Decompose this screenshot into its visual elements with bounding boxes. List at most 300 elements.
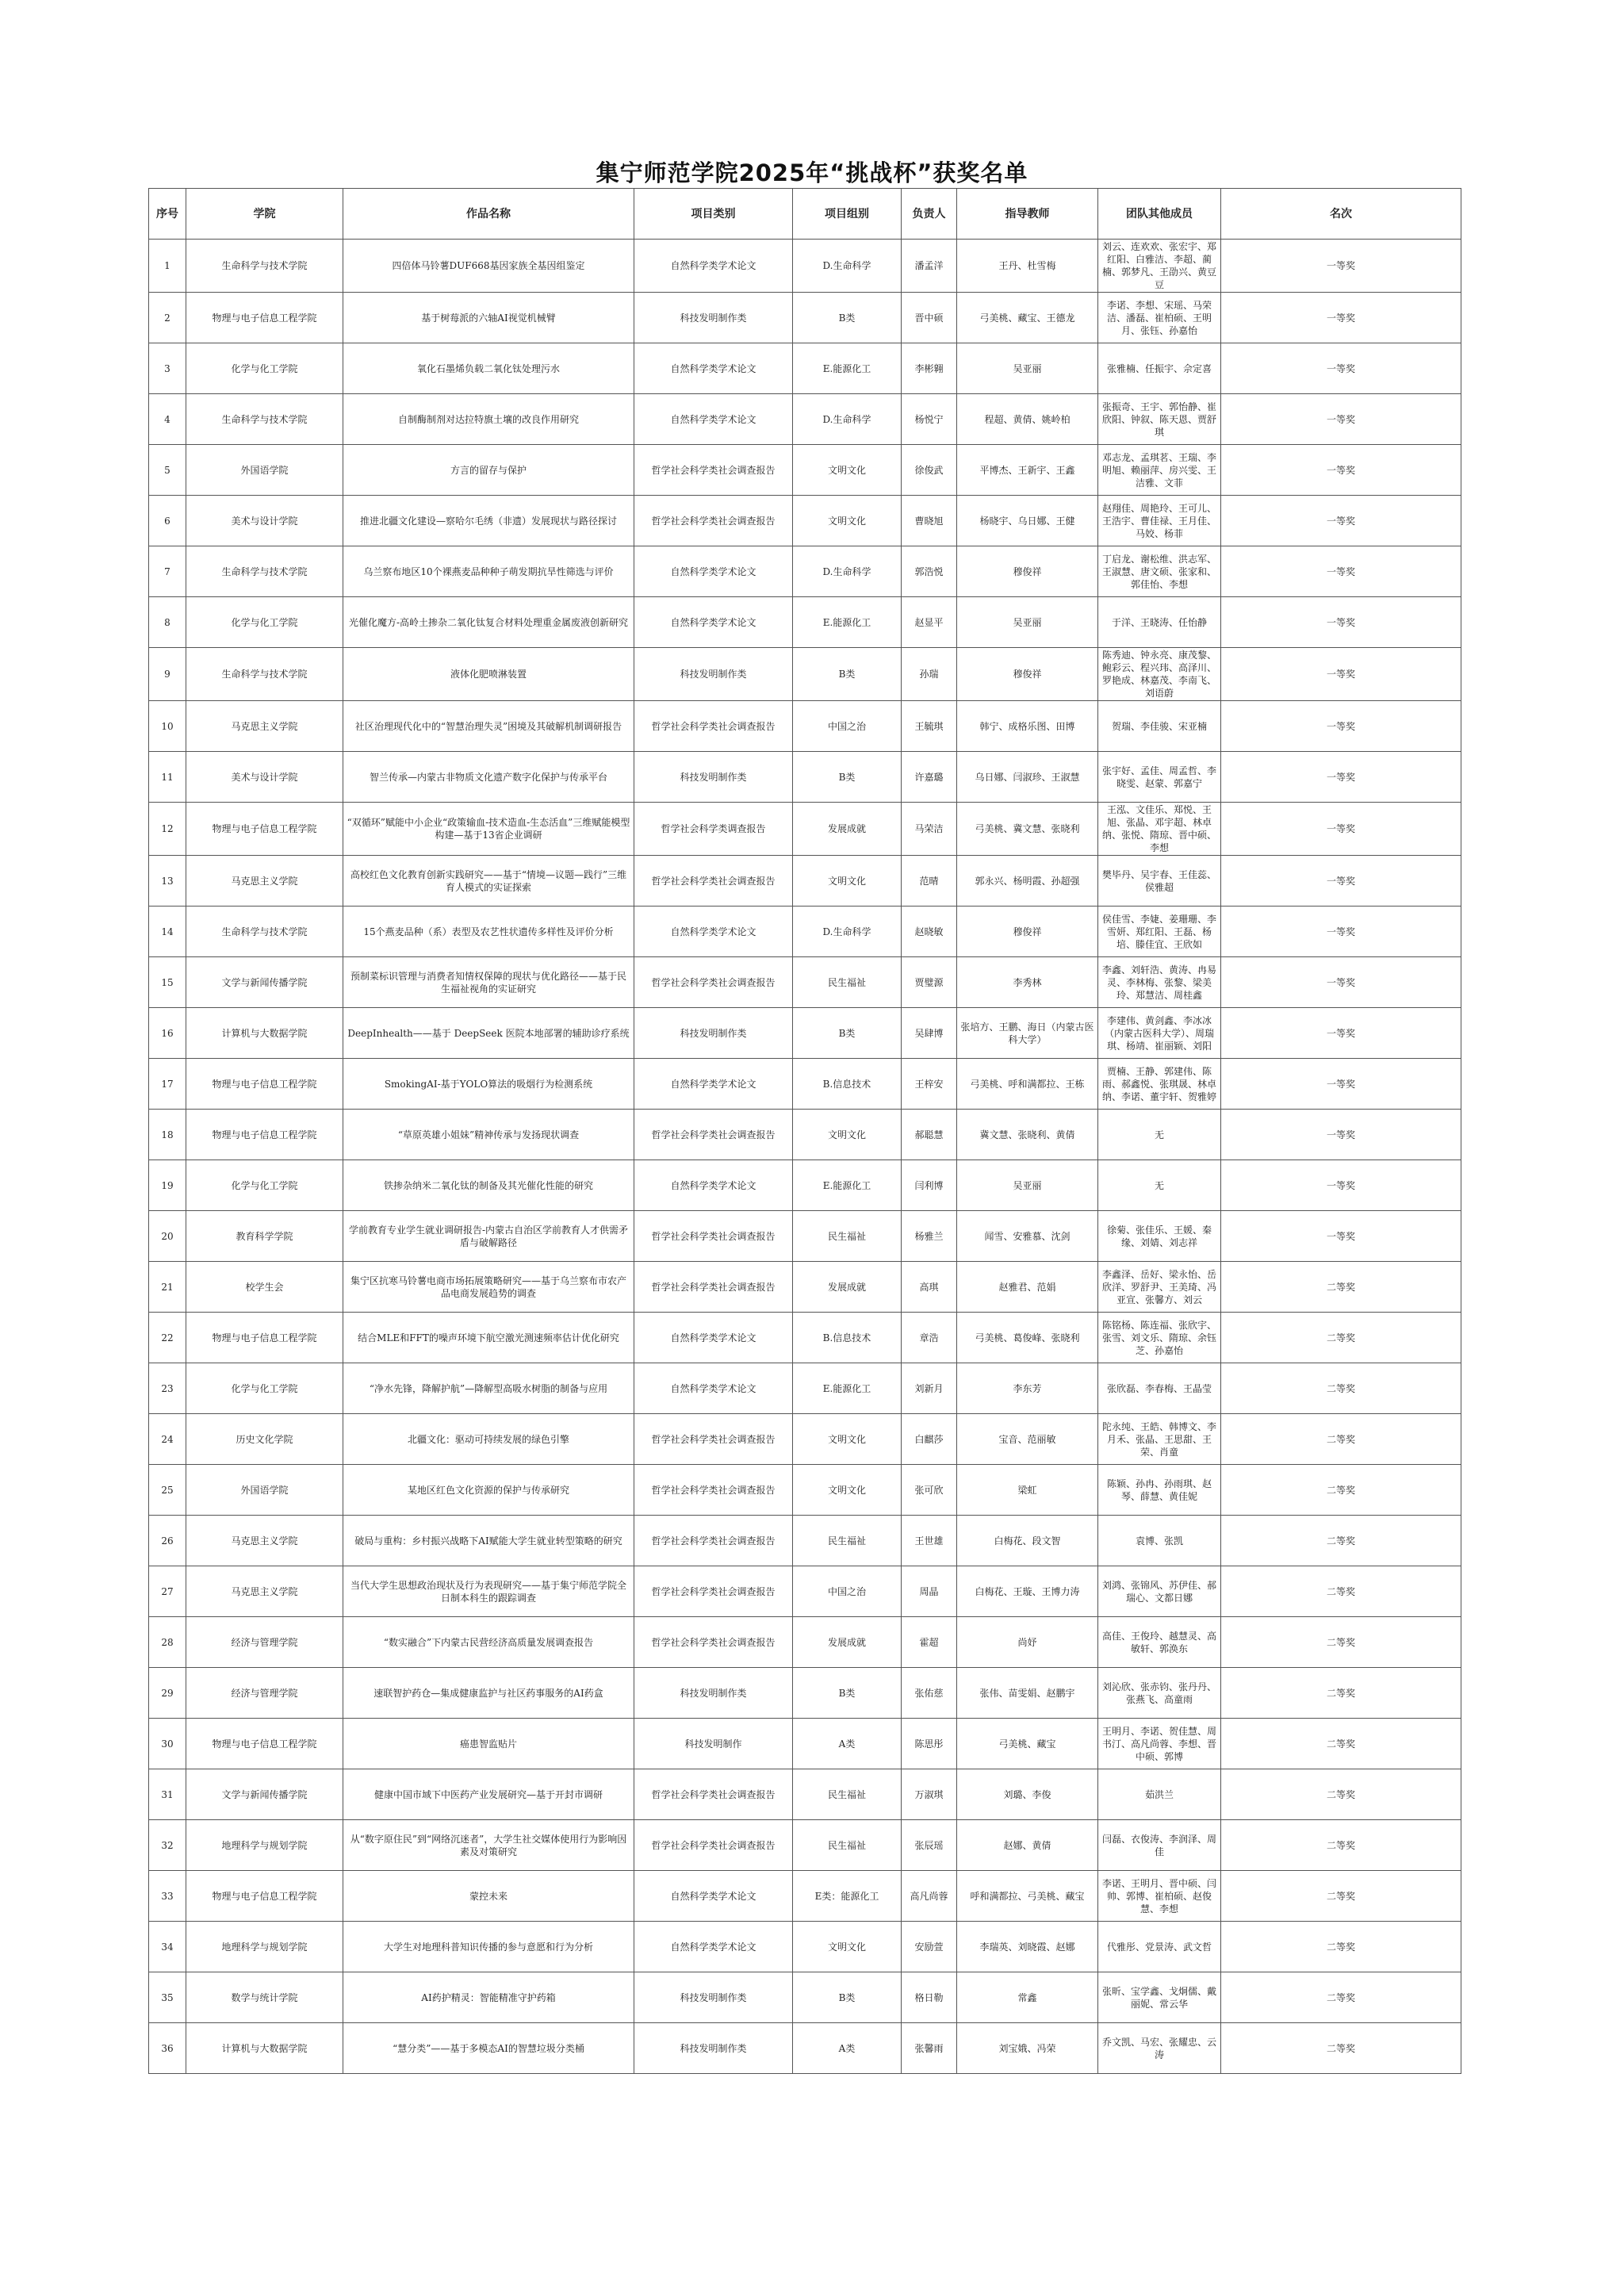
cell-category: 科技发明制作类	[634, 1668, 793, 1719]
cell-index: 30	[149, 1719, 186, 1769]
table-row	[149, 1617, 1461, 1668]
cell-index: 33	[149, 1871, 186, 1922]
cell-leader: 霍超	[902, 1617, 957, 1668]
cell-category: 哲学社会科学类社会调查报告	[634, 856, 793, 907]
cell-advisor: 闻雪、安雅慕、沈剑	[957, 1211, 1098, 1262]
cell-rank: 二等奖	[1221, 1972, 1461, 2023]
cell-work-name: 破局与重构：乡村振兴战略下AI赋能大学生就业转型策略的研究	[343, 1516, 634, 1566]
cell-college: 美术与设计学院	[186, 496, 343, 546]
cell-rank: 一等奖	[1221, 648, 1461, 701]
cell-index: 11	[149, 752, 186, 803]
cell-group: E.能源化工	[793, 597, 902, 648]
cell-group: 中国之治	[793, 701, 902, 752]
cell-index: 18	[149, 1110, 186, 1160]
cell-rank: 一等奖	[1221, 856, 1461, 907]
cell-leader: 高凡尚蓉	[902, 1871, 957, 1922]
cell-advisor: 呼和满都拉、弓美桃、藏宝	[957, 1871, 1098, 1922]
cell-index: 9	[149, 648, 186, 701]
cell-advisor: 常鑫	[957, 1972, 1098, 2023]
cell-advisor: 弓美桃、藏宝	[957, 1719, 1098, 1769]
cell-rank: 一等奖	[1221, 1110, 1461, 1160]
cell-leader: 白麒莎	[902, 1414, 957, 1465]
cell-advisor: 吴亚丽	[957, 343, 1098, 394]
cell-category: 哲学社会科学类社会调查报告	[634, 1211, 793, 1262]
cell-group: B.信息技术	[793, 1313, 902, 1363]
cell-members: 陈颖、孙冉、孙雨琪、赵琴、薛慧、黄佳妮	[1098, 1465, 1221, 1516]
cell-advisor: 白梅花、王璇、王博力涛	[957, 1566, 1098, 1617]
cell-index: 28	[149, 1617, 186, 1668]
cell-category: 自然科学类学术论文	[634, 1313, 793, 1363]
cell-index: 5	[149, 445, 186, 496]
cell-rank: 一等奖	[1221, 496, 1461, 546]
cell-leader: 郝聪慧	[902, 1110, 957, 1160]
cell-index: 22	[149, 1313, 186, 1363]
cell-members: 李鑫泽、岳好、梁永怡、岳欣洋、罗舒尹、王美琦、冯亚宣、张馨方、刘云	[1098, 1262, 1221, 1313]
cell-category: 哲学社会科学类社会调查报告	[634, 496, 793, 546]
cell-members: 于洋、王晓涛、任怡静	[1098, 597, 1221, 648]
cell-members: 李鑫、刘轩浩、黄涛、冉易灵、李林梅、张黎、梁美玲、郑慧洁、周桂鑫	[1098, 957, 1221, 1008]
cell-college: 马克思主义学院	[186, 701, 343, 752]
cell-category: 科技发明制作	[634, 1719, 793, 1769]
cell-advisor: 穆俊祥	[957, 546, 1098, 597]
cell-leader: 马荣洁	[902, 803, 957, 856]
cell-advisor: 白梅花、段文智	[957, 1516, 1098, 1566]
cell-college: 化学与化工学院	[186, 1363, 343, 1414]
table-row	[149, 1363, 1461, 1414]
cell-leader: 李彬翱	[902, 343, 957, 394]
cell-rank: 一等奖	[1221, 597, 1461, 648]
cell-work-name: 社区治理现代化中的“智慧治理失灵”困境及其破解机制调研报告	[343, 701, 634, 752]
cell-advisor: 宝音、范丽敏	[957, 1414, 1098, 1465]
table-row	[149, 1160, 1461, 1211]
cell-college: 物理与电子信息工程学院	[186, 293, 343, 343]
cell-advisor: 赵娜、黄倩	[957, 1820, 1098, 1871]
cell-advisor: 弓美桃、呼和满都拉、王栋	[957, 1059, 1098, 1110]
cell-index: 26	[149, 1516, 186, 1566]
cell-college: 化学与化工学院	[186, 343, 343, 394]
cell-leader: 晋中硕	[902, 293, 957, 343]
cell-index: 7	[149, 546, 186, 597]
cell-category: 哲学社会科学类社会调查报告	[634, 701, 793, 752]
header-work-name: 作品名称	[343, 189, 634, 240]
header-advisor: 指导教师	[957, 189, 1098, 240]
table-row	[149, 1211, 1461, 1262]
cell-work-name: 15个燕麦品种（系）表型及农艺性状遗传多样性及评价分析	[343, 907, 634, 957]
cell-college: 地理科学与规划学院	[186, 1820, 343, 1871]
cell-leader: 王毓琪	[902, 701, 957, 752]
cell-leader: 安励萱	[902, 1922, 957, 1972]
cell-members: 赵翔佳、周艳玲、王可儿、王浩宇、曹佳禄、王月佳、马姣、杨菲	[1098, 496, 1221, 546]
cell-college: 文学与新闻传播学院	[186, 1769, 343, 1820]
cell-leader: 孙瑞	[902, 648, 957, 701]
cell-group: 发展成就	[793, 1262, 902, 1313]
cell-leader: 赵显平	[902, 597, 957, 648]
cell-work-name: 基于树莓派的六轴AI视觉机械臂	[343, 293, 634, 343]
cell-group: B类	[793, 648, 902, 701]
cell-group: B.信息技术	[793, 1059, 902, 1110]
cell-advisor: 刘宝娥、冯荣	[957, 2023, 1098, 2074]
cell-rank: 一等奖	[1221, 546, 1461, 597]
cell-index: 32	[149, 1820, 186, 1871]
cell-work-name: 自制酶制剂对达拉特旗土壤的改良作用研究	[343, 394, 634, 445]
cell-members: 张宇好、孟佳、周孟哲、李晓雯、赵蒙、郭嘉宁	[1098, 752, 1221, 803]
cell-group: 文明文化	[793, 1414, 902, 1465]
cell-work-name: 当代大学生思想政治现状及行为表现研究——基于集宁师范学院全日制本科生的跟踪调查	[343, 1566, 634, 1617]
cell-college: 生命科学与技术学院	[186, 907, 343, 957]
cell-college: 历史文化学院	[186, 1414, 343, 1465]
cell-group: 文明文化	[793, 1922, 902, 1972]
cell-category: 科技发明制作类	[634, 293, 793, 343]
table-row	[149, 496, 1461, 546]
cell-work-name: 铁掺杂纳米二氧化钛的制备及其光催化性能的研究	[343, 1160, 634, 1211]
cell-advisor: 王丹、杜雪梅	[957, 240, 1098, 293]
cell-work-name: 癌患智监贴片	[343, 1719, 634, 1769]
cell-leader: 潘孟洋	[902, 240, 957, 293]
cell-rank: 一等奖	[1221, 1211, 1461, 1262]
cell-work-name: 乌兰察布地区10个裸燕麦品种种子萌发期抗旱性筛选与评价	[343, 546, 634, 597]
cell-college: 美术与设计学院	[186, 752, 343, 803]
cell-index: 6	[149, 496, 186, 546]
cell-work-name: “慧分类”——基于多模态AI的智慧垃圾分类桶	[343, 2023, 634, 2074]
cell-group: 文明文化	[793, 1465, 902, 1516]
cell-rank: 二等奖	[1221, 1922, 1461, 1972]
cell-work-name: 四倍体马铃薯DUF668基因家族全基因组鉴定	[343, 240, 634, 293]
cell-work-name: 学前教育专业学生就业调研报告-内蒙古自治区学前教育人才供需矛盾与破解路径	[343, 1211, 634, 1262]
cell-rank: 一等奖	[1221, 803, 1461, 856]
cell-category: 哲学社会科学类社会调查报告	[634, 1516, 793, 1566]
cell-members: 无	[1098, 1160, 1221, 1211]
table-row	[149, 1414, 1461, 1465]
cell-advisor: 弓美桃、藏宝、王德龙	[957, 293, 1098, 343]
cell-college: 教育科学学院	[186, 1211, 343, 1262]
cell-index: 27	[149, 1566, 186, 1617]
cell-category: 哲学社会科学类社会调查报告	[634, 1617, 793, 1668]
cell-leader: 周晶	[902, 1566, 957, 1617]
cell-advisor: 弓美桃、冀文慧、张晓利	[957, 803, 1098, 856]
header-leader: 负责人	[902, 189, 957, 240]
cell-category: 哲学社会科学类调查报告	[634, 803, 793, 856]
cell-members: 张昕、宝学鑫、戈炯儒、戴丽妮、常云华	[1098, 1972, 1221, 2023]
cell-leader: 郭浩悦	[902, 546, 957, 597]
table-row	[149, 1059, 1461, 1110]
cell-group: 文明文化	[793, 856, 902, 907]
cell-group: 民生福祉	[793, 1769, 902, 1820]
cell-advisor: 张培方、王鹏、海日（内蒙古医科大学）	[957, 1008, 1098, 1059]
cell-members: 茹洪兰	[1098, 1769, 1221, 1820]
table-row	[149, 1465, 1461, 1516]
table-row	[149, 1972, 1461, 2023]
table-row	[149, 856, 1461, 907]
cell-college: 数学与统计学院	[186, 1972, 343, 2023]
cell-members: 丁启龙、谢松维、洪志军、王淑慧、唐文硕、张家和、郭佳怡、李想	[1098, 546, 1221, 597]
cell-index: 3	[149, 343, 186, 394]
cell-category: 自然科学类学术论文	[634, 546, 793, 597]
cell-group: 民生福祉	[793, 1516, 902, 1566]
cell-leader: 吴肆博	[902, 1008, 957, 1059]
cell-leader: 赵晓敏	[902, 907, 957, 957]
cell-group: 文明文化	[793, 496, 902, 546]
table-row	[149, 546, 1461, 597]
cell-rank: 一等奖	[1221, 907, 1461, 957]
cell-index: 17	[149, 1059, 186, 1110]
cell-index: 1	[149, 240, 186, 293]
table-row	[149, 445, 1461, 496]
cell-advisor: 刘璐、李俊	[957, 1769, 1098, 1820]
table-row	[149, 240, 1461, 293]
cell-index: 36	[149, 2023, 186, 2074]
cell-work-name: 结合MLE和FFT的噪声环境下航空激光测速频率估计优化研究	[343, 1313, 634, 1363]
cell-rank: 一等奖	[1221, 240, 1461, 293]
cell-members: 张欣磊、李春梅、王晶莹	[1098, 1363, 1221, 1414]
cell-category: 自然科学类学术论文	[634, 597, 793, 648]
cell-college: 外国语学院	[186, 445, 343, 496]
cell-work-name: “净水先锋，降解护航”—降解型高吸水树脂的制备与应用	[343, 1363, 634, 1414]
cell-college: 生命科学与技术学院	[186, 240, 343, 293]
cell-leader: 张馨雨	[902, 2023, 957, 2074]
cell-leader: 范晴	[902, 856, 957, 907]
cell-category: 自然科学类学术论文	[634, 240, 793, 293]
cell-advisor: 吴亚丽	[957, 1160, 1098, 1211]
table-row	[149, 394, 1461, 445]
cell-index: 10	[149, 701, 186, 752]
cell-group: B类	[793, 752, 902, 803]
cell-leader: 贾璧源	[902, 957, 957, 1008]
cell-leader: 杨雅兰	[902, 1211, 957, 1262]
cell-group: 中国之治	[793, 1566, 902, 1617]
cell-members: 袁博、张凯	[1098, 1516, 1221, 1566]
cell-rank: 一等奖	[1221, 752, 1461, 803]
cell-college: 计算机与大数据学院	[186, 2023, 343, 2074]
cell-college: 外国语学院	[186, 1465, 343, 1516]
cell-work-name: 大学生对地理科普知识传播的参与意愿和行为分析	[343, 1922, 634, 1972]
cell-college: 物理与电子信息工程学院	[186, 1059, 343, 1110]
cell-rank: 二等奖	[1221, 1465, 1461, 1516]
cell-group: 文明文化	[793, 1110, 902, 1160]
cell-rank: 一等奖	[1221, 293, 1461, 343]
cell-members: 刘沁欣、张赤钧、张丹丹、张燕飞、高童雨	[1098, 1668, 1221, 1719]
cell-members: 王泓、文佳乐、郑悦、王旭、张晶、邓宇超、林卓纳、张悦、隋琼、晋中硕、李想	[1098, 803, 1221, 856]
table-row	[149, 1769, 1461, 1820]
cell-leader: 高琪	[902, 1262, 957, 1313]
cell-advisor: 梁虹	[957, 1465, 1098, 1516]
cell-leader: 杨悦宁	[902, 394, 957, 445]
cell-work-name: 智兰传承—内蒙古非物质文化遗产数字化保护与传承平台	[343, 752, 634, 803]
cell-work-name: DeepInhealth——基于 DeepSeek 医院本地部署的辅助诊疗系统	[343, 1008, 634, 1059]
cell-leader: 闫利博	[902, 1160, 957, 1211]
table-row	[149, 1922, 1461, 1972]
cell-rank: 一等奖	[1221, 957, 1461, 1008]
cell-group: 民生福祉	[793, 957, 902, 1008]
table-row	[149, 293, 1461, 343]
cell-rank: 一等奖	[1221, 445, 1461, 496]
cell-members: 刘鸿、张锦风、苏伊佳、郝瑞心、文都日娜	[1098, 1566, 1221, 1617]
cell-index: 19	[149, 1160, 186, 1211]
table-row	[149, 1516, 1461, 1566]
cell-rank: 二等奖	[1221, 1719, 1461, 1769]
cell-group: 民生福祉	[793, 1211, 902, 1262]
cell-work-name: 方言的留存与保护	[343, 445, 634, 496]
cell-category: 科技发明制作类	[634, 1972, 793, 2023]
cell-category: 自然科学类学术论文	[634, 1871, 793, 1922]
cell-work-name: “数实融合”下内蒙古民营经济高质量发展调查报告	[343, 1617, 634, 1668]
award-table	[148, 188, 1461, 2074]
cell-category: 科技发明制作类	[634, 648, 793, 701]
cell-group: 民生福祉	[793, 1820, 902, 1871]
cell-group: B类	[793, 1668, 902, 1719]
cell-group: D.生命科学	[793, 907, 902, 957]
cell-advisor: 吴亚丽	[957, 597, 1098, 648]
cell-category: 哲学社会科学类社会调查报告	[634, 1262, 793, 1313]
cell-advisor: 郭永兴、杨明霞、孙超强	[957, 856, 1098, 907]
cell-work-name: “草原英雄小姐妹”精神传承与发扬现状调查	[343, 1110, 634, 1160]
cell-college: 物理与电子信息工程学院	[186, 1871, 343, 1922]
cell-members: 徐菊、张佳乐、王媛、秦缘、刘婧、刘志祥	[1098, 1211, 1221, 1262]
cell-leader: 王世雄	[902, 1516, 957, 1566]
cell-category: 哲学社会科学类社会调查报告	[634, 1566, 793, 1617]
cell-group: A类	[793, 1719, 902, 1769]
table-row	[149, 2023, 1461, 2074]
cell-group: A类	[793, 2023, 902, 2074]
header-index: 序号	[149, 189, 186, 240]
cell-category: 自然科学类学术论文	[634, 394, 793, 445]
cell-category: 自然科学类学术论文	[634, 1922, 793, 1972]
cell-category: 哲学社会科学类社会调查报告	[634, 1769, 793, 1820]
cell-rank: 一等奖	[1221, 701, 1461, 752]
table-row	[149, 803, 1461, 856]
table-row	[149, 597, 1461, 648]
cell-group: D.生命科学	[793, 546, 902, 597]
cell-members: 无	[1098, 1110, 1221, 1160]
header-college: 学院	[186, 189, 343, 240]
table-row	[149, 1313, 1461, 1363]
table-row	[149, 907, 1461, 957]
cell-members: 乔文凯、马宏、张耀忠、云涛	[1098, 2023, 1221, 2074]
cell-advisor: 李秀林	[957, 957, 1098, 1008]
cell-work-name: 光催化魔方-高岭土掺杂二氧化钛复合材料处理重金属废液创新研究	[343, 597, 634, 648]
cell-members: 贺瑞、李佳骏、宋亚楠	[1098, 701, 1221, 752]
cell-leader: 张佑慈	[902, 1668, 957, 1719]
cell-index: 25	[149, 1465, 186, 1516]
cell-college: 化学与化工学院	[186, 597, 343, 648]
cell-index: 29	[149, 1668, 186, 1719]
cell-rank: 一等奖	[1221, 343, 1461, 394]
cell-group: B类	[793, 1008, 902, 1059]
cell-members: 李诺、李想、宋瑶、马荣洁、潘磊、崔柏硕、王明月、张钰、孙嘉怡	[1098, 293, 1221, 343]
cell-college: 生命科学与技术学院	[186, 648, 343, 701]
cell-members: 李建伟、黄剑鑫、李冰冰（内蒙古医科大学）、周瑞琪、杨靖、崔丽颖、刘阳	[1098, 1008, 1221, 1059]
header-group: 项目组别	[793, 189, 902, 240]
cell-members: 高佳、王俊玲、越慧灵、高敏轩、郭涣东	[1098, 1617, 1221, 1668]
cell-group: B类	[793, 1972, 902, 2023]
cell-work-name: 从“数字原住民”到“网络沉迷者”，大学生社交媒体使用行为影响因素及对策研究	[343, 1820, 634, 1871]
table-row	[149, 957, 1461, 1008]
cell-work-name: AI药护精灵：智能精准守护药箱	[343, 1972, 634, 2023]
cell-work-name: 集宁区抗寒马铃薯电商市场拓展策略研究——基于乌兰察布市农产品电商发展趋势的调查	[343, 1262, 634, 1313]
cell-leader: 万淑琪	[902, 1769, 957, 1820]
cell-rank: 二等奖	[1221, 1617, 1461, 1668]
cell-advisor: 杨晓宇、乌日娜、王健	[957, 496, 1098, 546]
cell-college: 生命科学与技术学院	[186, 394, 343, 445]
cell-college: 计算机与大数据学院	[186, 1008, 343, 1059]
award-table-body	[149, 240, 1461, 2074]
cell-category: 哲学社会科学类社会调查报告	[634, 445, 793, 496]
cell-category: 哲学社会科学类社会调查报告	[634, 1465, 793, 1516]
cell-group: E.能源化工	[793, 343, 902, 394]
cell-leader: 徐俊武	[902, 445, 957, 496]
cell-college: 文学与新闻传播学院	[186, 957, 343, 1008]
cell-rank: 二等奖	[1221, 1363, 1461, 1414]
cell-college: 经济与管理学院	[186, 1617, 343, 1668]
cell-group: 发展成就	[793, 1617, 902, 1668]
cell-members: 张雅楠、任振宇、佘定喜	[1098, 343, 1221, 394]
cell-college: 化学与化工学院	[186, 1160, 343, 1211]
cell-category: 自然科学类学术论文	[634, 1059, 793, 1110]
cell-index: 16	[149, 1008, 186, 1059]
cell-rank: 一等奖	[1221, 394, 1461, 445]
cell-leader: 张可欣	[902, 1465, 957, 1516]
cell-index: 15	[149, 957, 186, 1008]
cell-work-name: 氧化石墨烯负载二氧化钛处理污水	[343, 343, 634, 394]
cell-members: 陈秀迪、钟永亮、康茂黎、鲍彩云、程兴玮、高泽川、罗艳成、林嘉茂、李南飞、刘语蔚	[1098, 648, 1221, 701]
cell-advisor: 穆俊祥	[957, 648, 1098, 701]
cell-college: 物理与电子信息工程学院	[186, 803, 343, 856]
cell-advisor: 李东芳	[957, 1363, 1098, 1414]
table-row	[149, 701, 1461, 752]
cell-category: 自然科学类学术论文	[634, 907, 793, 957]
cell-work-name: 预制菜标识管理与消费者知情权保障的现状与优化路径——基于民生福祉视角的实证研究	[343, 957, 634, 1008]
cell-college: 马克思主义学院	[186, 856, 343, 907]
cell-rank: 二等奖	[1221, 1871, 1461, 1922]
cell-rank: 一等奖	[1221, 1059, 1461, 1110]
cell-advisor: 张伟、苗雯娟、赵鹏宇	[957, 1668, 1098, 1719]
cell-work-name: 某地区红色文化资源的保护与传承研究	[343, 1465, 634, 1516]
cell-leader: 张辰瑶	[902, 1820, 957, 1871]
cell-group: E.能源化工	[793, 1363, 902, 1414]
cell-work-name: 推进北疆文化建设—察哈尔毛绣（非遗）发展现状与路径探讨	[343, 496, 634, 546]
cell-category: 哲学社会科学类社会调查报告	[634, 1110, 793, 1160]
cell-index: 24	[149, 1414, 186, 1465]
cell-rank: 二等奖	[1221, 1313, 1461, 1363]
cell-college: 经济与管理学院	[186, 1668, 343, 1719]
cell-category: 哲学社会科学类社会调查报告	[634, 1820, 793, 1871]
cell-work-name: 健康中国市域下中医药产业发展研究—基于开封市调研	[343, 1769, 634, 1820]
cell-advisor: 冀文慧、张晓利、黄倩	[957, 1110, 1098, 1160]
cell-work-name: 高校红色文化教育创新实践研究——基于“情境—议题—践行”三维育人模式的实证探索	[343, 856, 634, 907]
table-row	[149, 752, 1461, 803]
cell-index: 31	[149, 1769, 186, 1820]
cell-rank: 一等奖	[1221, 1008, 1461, 1059]
cell-advisor: 乌日娜、闫淑珍、王淑慧	[957, 752, 1098, 803]
cell-rank: 二等奖	[1221, 1769, 1461, 1820]
table-row	[149, 1719, 1461, 1769]
cell-advisor: 韩宁、成格乐图、田博	[957, 701, 1098, 752]
cell-index: 35	[149, 1972, 186, 2023]
cell-members: 侯佳雪、李婕、姜珊珊、李雪妍、郑红阳、王磊、杨培、滕佳宜、王欣如	[1098, 907, 1221, 957]
cell-members: 张振奇、王宇、郭怡静、崔欣阳、钟叙、陈天恩、贾舒琪	[1098, 394, 1221, 445]
cell-index: 20	[149, 1211, 186, 1262]
cell-index: 34	[149, 1922, 186, 1972]
table-row	[149, 1566, 1461, 1617]
cell-rank: 二等奖	[1221, 1516, 1461, 1566]
cell-college: 马克思主义学院	[186, 1516, 343, 1566]
cell-college: 物理与电子信息工程学院	[186, 1110, 343, 1160]
cell-members: 王明月、李诺、贺佳慧、周书汀、高凡尚蓉、李想、晋中硕、郭博	[1098, 1719, 1221, 1769]
cell-category: 哲学社会科学类社会调查报告	[634, 957, 793, 1008]
page-title: 集宁师范学院2025年“挑战杯”获奖名单	[596, 159, 1028, 186]
header-rank: 名次	[1221, 189, 1461, 240]
cell-leader: 王梓安	[902, 1059, 957, 1110]
cell-index: 13	[149, 856, 186, 907]
